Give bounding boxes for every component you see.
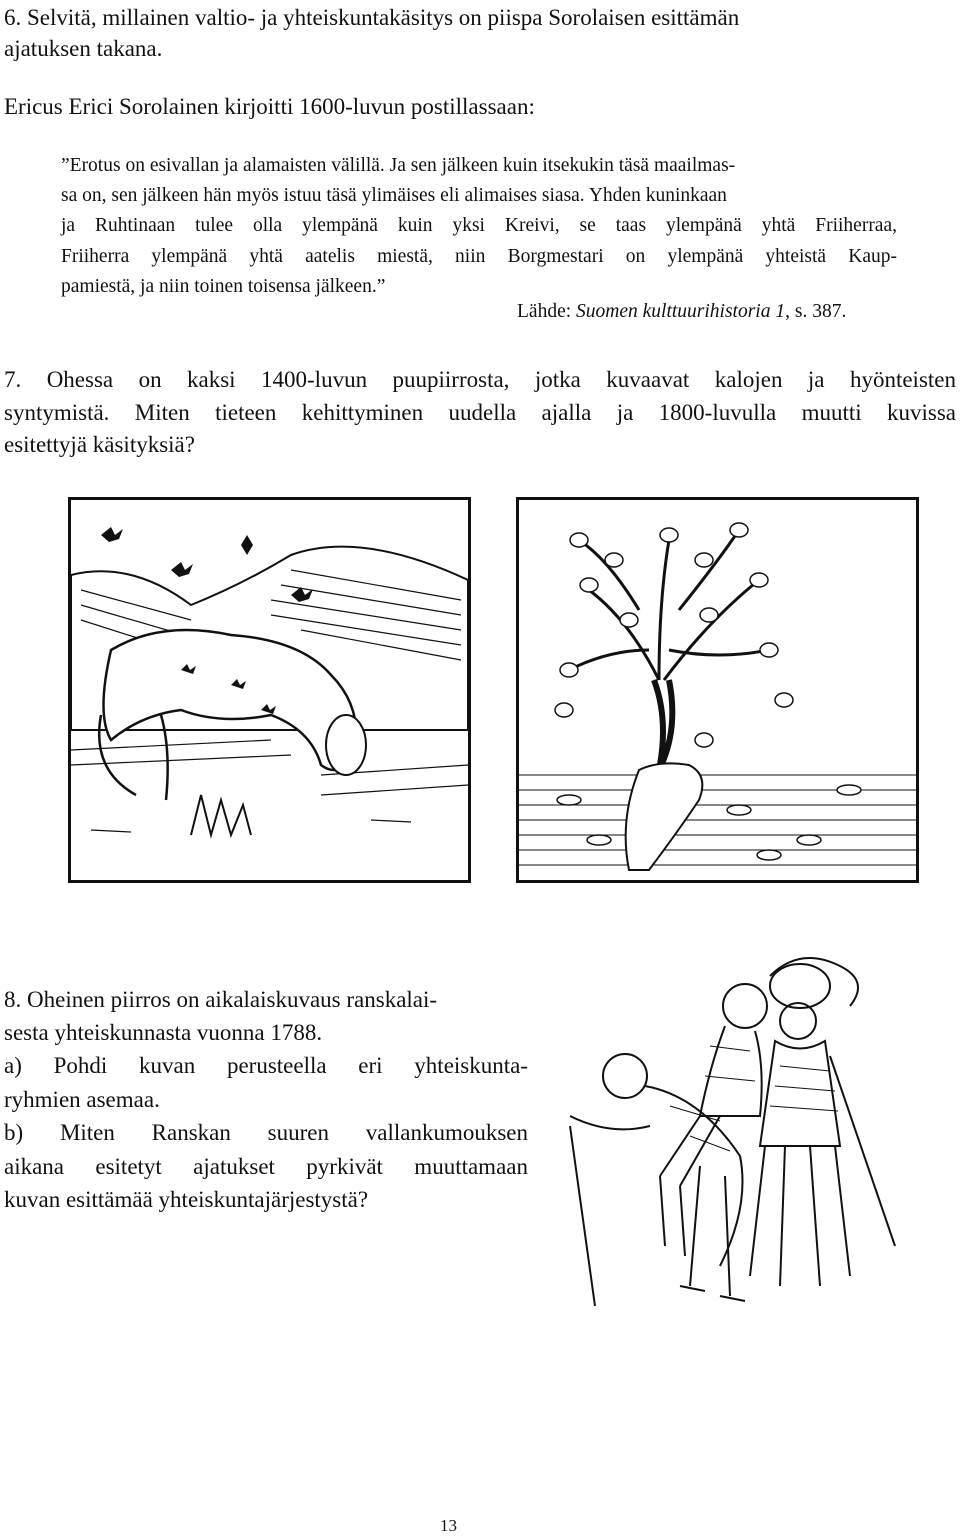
source-title: Suomen kulttuurihistoria 1 bbox=[576, 301, 786, 322]
q8-line-7: kuvan esittämää yhteiskuntajärjestystä? bbox=[4, 1187, 369, 1212]
quote-line-2: sa on, sen jälkeen hän myös istuu täsä ylimäises eli alimaises siasa. Yhden kuninkaan bbox=[61, 185, 727, 206]
q6-line-1: 6. Selvitä, millainen valtio- ja yhteiskuntakäsitys on piispa Sorolaisen esittämän bbox=[4, 5, 740, 30]
insects-woodcut bbox=[68, 497, 471, 883]
q7-line-3: esitettyjä käsityksiä? bbox=[4, 432, 195, 457]
page-number: 13 bbox=[440, 1516, 457, 1535]
quote-line-5: pamiestä, ja niin toinen toisensa jälkeen.” bbox=[61, 276, 386, 297]
q8-line-3: a) Pohdi kuvan perusteella eri yhteiskunta- bbox=[4, 1053, 528, 1078]
q8-line-1: 8. Oheinen piirros on aikalaiskuvaus ranskalai- bbox=[4, 987, 438, 1012]
q7-line-1: 7. Ohessa on kaksi 1400-luvun puupiirrosta, jotka kuvaavat kalojen ja hyönteisten bbox=[4, 367, 956, 392]
fish-tree-woodcut bbox=[516, 497, 919, 883]
q6-intro: Ericus Erici Sorolainen kirjoitti 1600-luvun postillassaan: bbox=[4, 94, 535, 119]
q7-line-2: syntymistä. Miten tieteen kehittyminen uudella ajalla ja 1800-luvulla muutti kuvissa bbox=[4, 400, 956, 425]
quote-line-3: ja Ruhtinaan tulee olla ylempänä kuin yksi Kreivi, se taas ylempänä yhtä Friiherraa, bbox=[61, 215, 897, 236]
q8-line-5: b) Miten Ranskan suuren vallankumouksen bbox=[4, 1120, 528, 1145]
q8-line-2: sesta yhteiskunnasta vuonna 1788. bbox=[4, 1020, 323, 1045]
q6-line-2: ajatuksen takana. bbox=[4, 36, 163, 61]
q8-line-6: aikana esitetyt ajatukset pyrkivät muuttamaan bbox=[4, 1154, 528, 1179]
quote-line-4: Friiherra ylempänä yhtä aatelis miestä, niin Borgmestari on ylempänä yhteistä Kaup- bbox=[61, 246, 897, 267]
quote-line-1: ”Erotus on esivallan ja alamaisten välillä. Ja sen jälkeen kuin itsekukin täsä maailmas- bbox=[61, 155, 736, 176]
source-suffix: , s. 387. bbox=[785, 301, 847, 322]
source-prefix: Lähde: bbox=[517, 301, 577, 322]
q8-line-4: ryhmien asemaa. bbox=[4, 1087, 160, 1112]
quote-source bbox=[517, 301, 846, 323]
caricature-figure bbox=[550, 946, 900, 1326]
